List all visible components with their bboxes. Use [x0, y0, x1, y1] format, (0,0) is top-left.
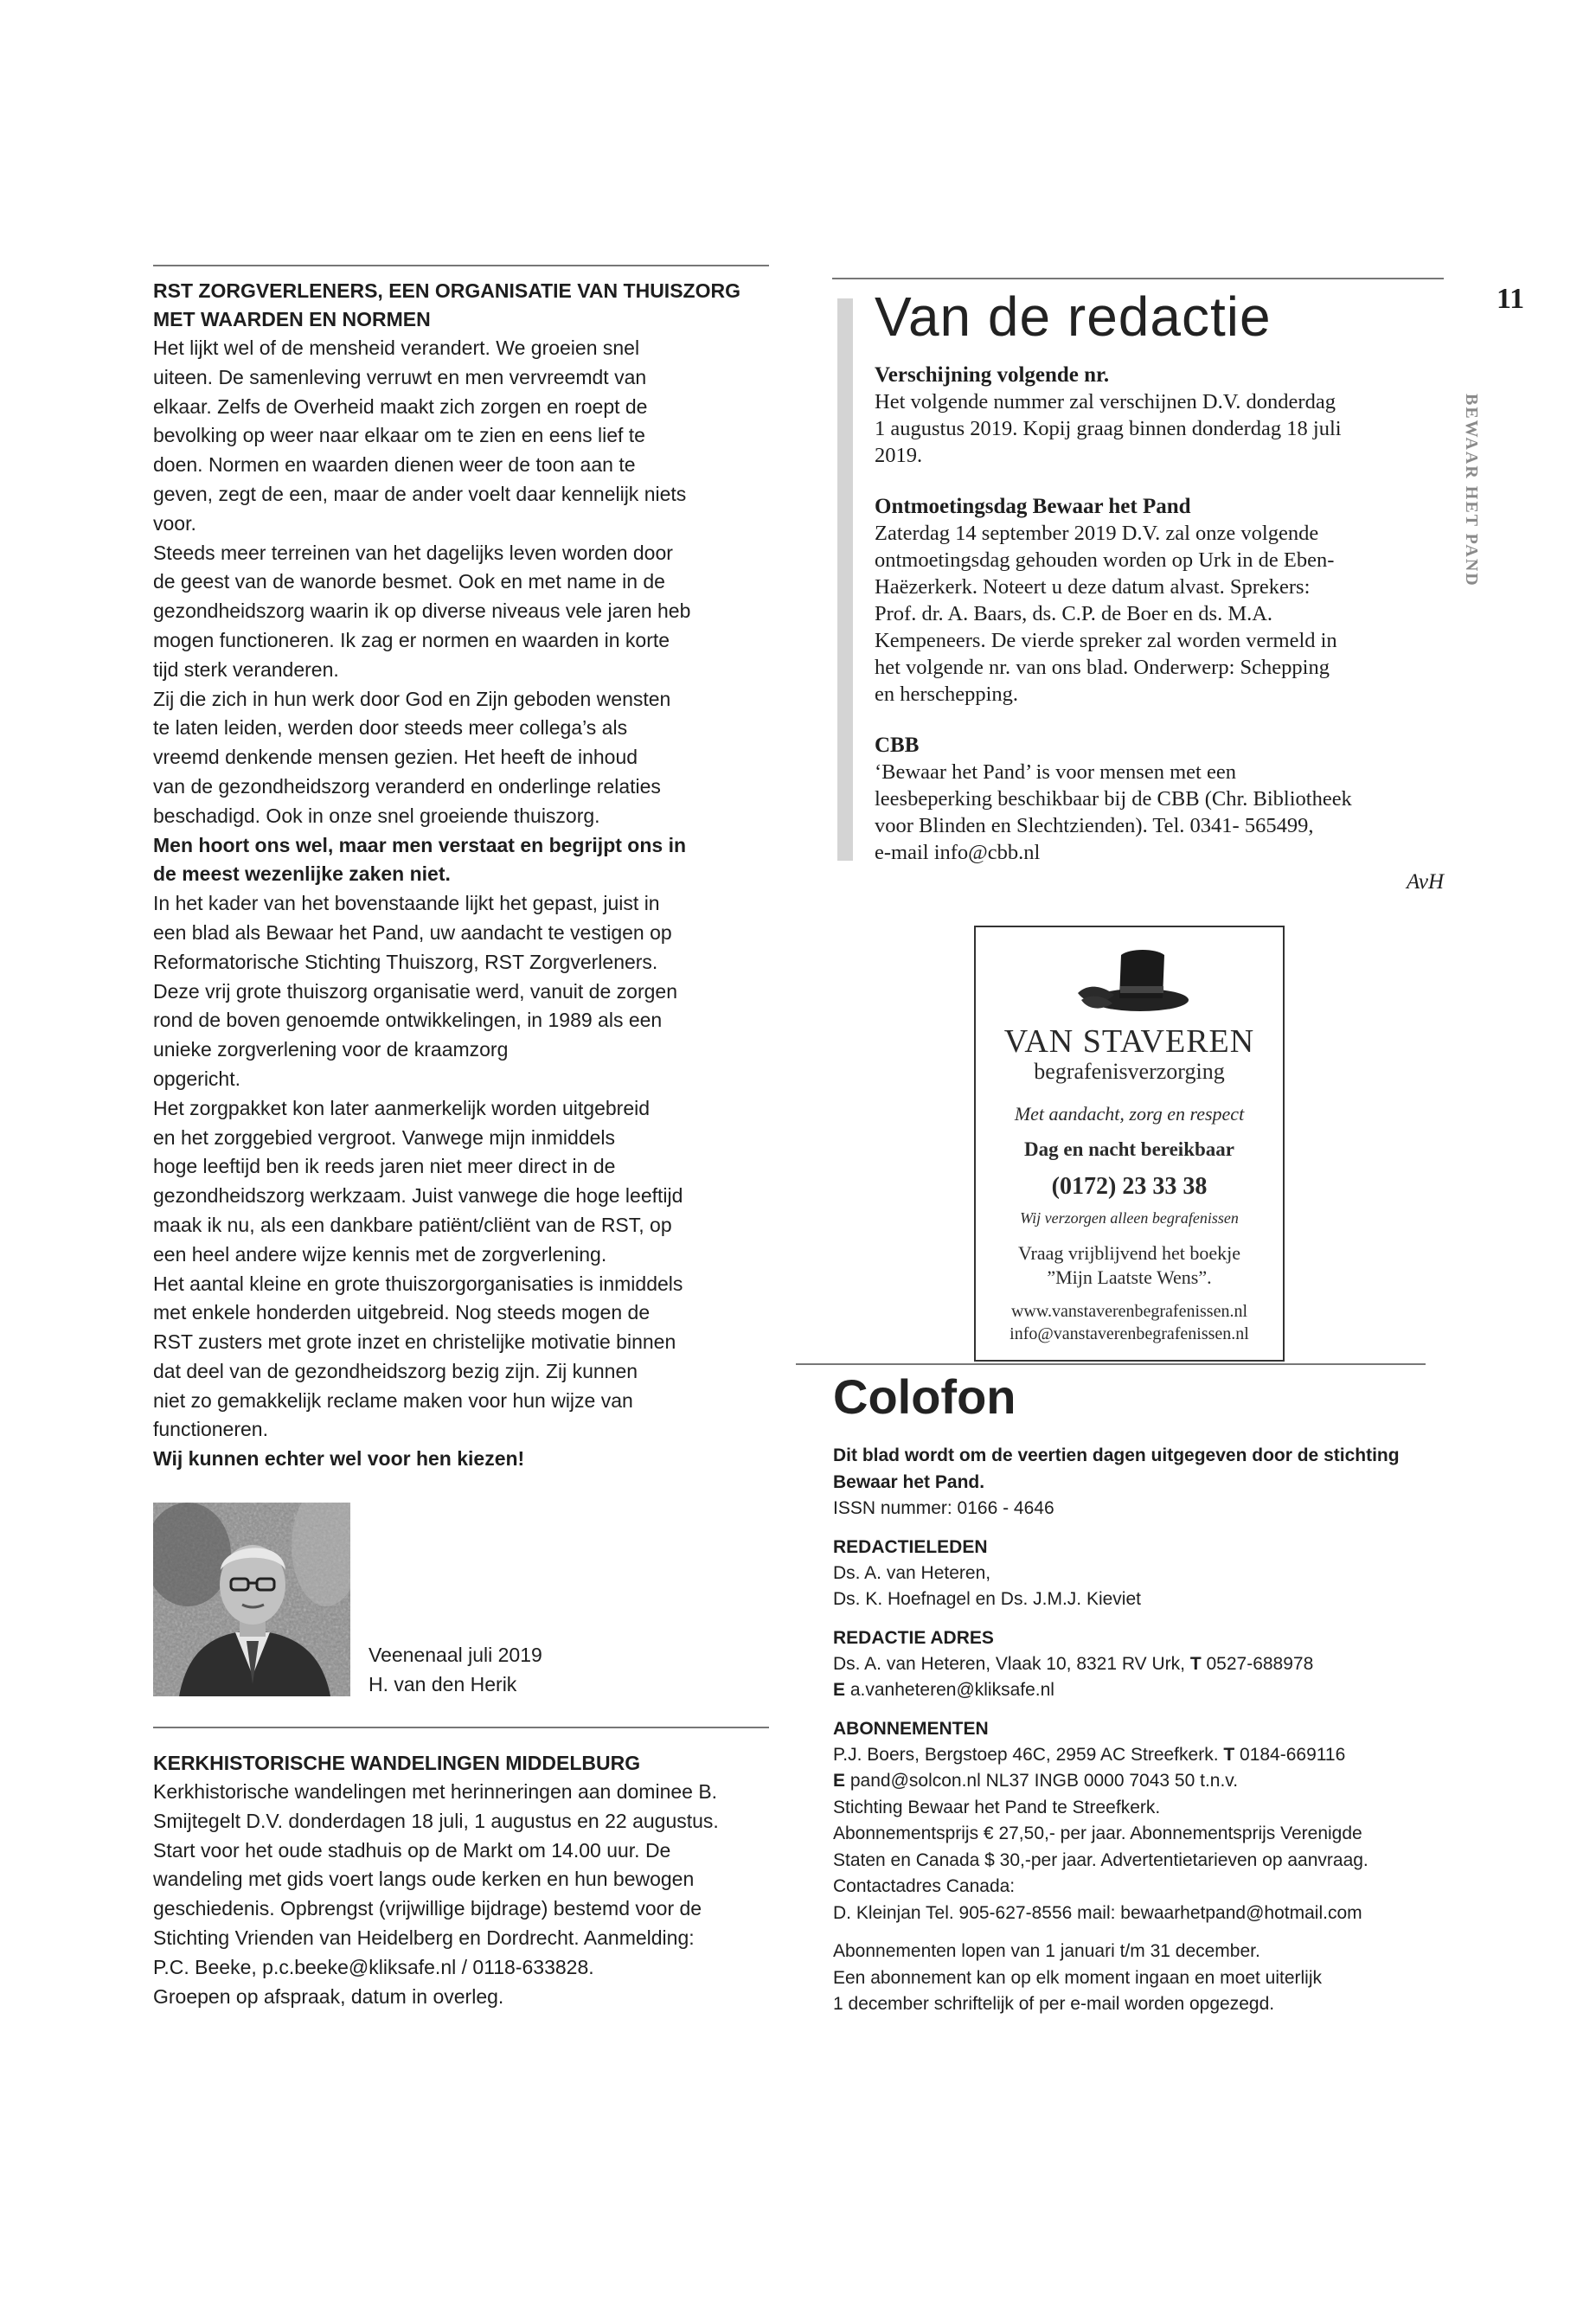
- colofon-line: Abonnementen lopen van 1 januari t/m 31 december.: [833, 1941, 1260, 1961]
- body-line: ‘Bewaar het Pand’ is voor mensen met een: [875, 760, 1236, 784]
- body-line: voor.: [153, 511, 196, 535]
- body-line: Het zorgpakket kon later aanmerkelijk worden uitgebreid: [153, 1096, 651, 1119]
- subheading: CBB: [875, 734, 920, 757]
- colofon-heading: ABONNEMENTEN: [833, 1718, 989, 1739]
- bold-line: Wij kunnen echter wel voor hen kiezen!: [153, 1447, 525, 1471]
- body-line: Kerkhistorische wandelingen met herinneringen aan dominee B.: [153, 1780, 718, 1803]
- body-line: Groepen op afspraak, datum in overleg.: [153, 1984, 504, 2008]
- body-line: Kempeneers. De vierde spreker zal worden vermeld in: [875, 629, 1337, 652]
- colofon-email-line: [833, 1677, 1439, 1704]
- body-line: Zaterdag 14 september 2019 D.V. zal onze volgende: [875, 522, 1319, 545]
- phone-label: T: [1189, 1653, 1202, 1674]
- phone-number: 0527-688978: [1201, 1653, 1314, 1674]
- body-line: maak ik nu, als een dankbare patiënt/cliënt van de RST, op: [153, 1213, 672, 1236]
- email-address[interactable]: a.vanheteren@kliksafe.nl: [845, 1680, 1054, 1700]
- running-head: [1461, 394, 1481, 587]
- body-line: gezondheidszorg waarin ik op diverse niveaus vele jaren heb: [153, 599, 691, 623]
- bold-line: Men hoort ons wel, maar men verstaat en begrijpt ons in: [153, 833, 687, 856]
- colofon-line: D. Kleinjan Tel. 905-627-8556 mail: bewaarhetpand@hotmail.com: [833, 1902, 1362, 1923]
- ad-ask-line: Vraag vrijblijvend het boekje: [1017, 1242, 1241, 1264]
- running-head-text: BEWAAR HET PAND: [1462, 394, 1481, 587]
- subheading: Verschijning volgende nr.: [875, 363, 1110, 387]
- colofon-rule: [796, 1363, 1426, 1365]
- ad-ask-line: ”Mijn Laatste Wens”.: [1047, 1266, 1212, 1288]
- body-line: leesbeperking beschikbaar bij de CBB (Chr. Bibliotheek: [875, 787, 1352, 811]
- colofon-issn: ISSN nummer: 0166 - 4646: [833, 1498, 1054, 1518]
- ad-contact: [976, 1300, 1283, 1345]
- ad-booklet-offer: [976, 1241, 1283, 1290]
- body-line: bevolking op weer naar elkaar om te zien en eens lief te: [153, 424, 645, 447]
- body-line: hoge leeftijd ben ik reeds jaren niet meer direct in de: [153, 1155, 616, 1178]
- divider-rule: [153, 1727, 769, 1728]
- body-line: Stichting Vrienden van Heidelberg en Dordrecht. Aanmelding:: [153, 1926, 695, 1949]
- top-hat-icon: [976, 939, 1283, 1019]
- subheading: Ontmoetingsdag Bewaar het Pand: [875, 495, 1191, 518]
- body-line: e-mail info@cbb.nl: [875, 841, 1041, 864]
- ad-availability: Dag en nacht bereikbaar: [1024, 1138, 1234, 1160]
- address-text: Ds. A. van Heteren, Vlaak 10, 8321 RV Urk,: [833, 1653, 1190, 1674]
- colofon-line: Staten en Canada $ 30,-per jaar. Advertentietarieven op aanvraag.: [833, 1849, 1368, 1870]
- ad-company-name: VAN STAVEREN: [1003, 1023, 1255, 1060]
- colofon-heading: REDACTIELEDEN: [833, 1536, 988, 1557]
- colofon-address-line: [833, 1742, 1439, 1769]
- ad-website-link[interactable]: www.vanstaverenbegrafenissen.nl: [1010, 1302, 1248, 1321]
- body-line: vreemd denkende mensen gezien. Het heeft de inhoud: [153, 746, 638, 769]
- article-rst-zorgverleners: [153, 265, 769, 1474]
- body-line: te laten leiden, werden door steeds meer collega’s als: [153, 716, 628, 740]
- redactie-signature: AvH: [1406, 870, 1444, 894]
- body-line: Het volgende nummer zal verschijnen D.V. donderdag: [875, 390, 1336, 413]
- article-kerkhistorische-wandelingen: [153, 1749, 769, 2011]
- body-line: 2019.: [875, 444, 923, 467]
- ad-phone: (0172) 23 33 38: [1051, 1173, 1208, 1200]
- colofon-line: Ds. K. Hoefnagel en Ds. J.M.J. Kieviet: [833, 1589, 1141, 1609]
- advertisement-van-staveren: [974, 926, 1285, 1362]
- body-line: Reformatorische Stichting Thuiszorg, RST Zorgverleners.: [153, 950, 658, 973]
- body-line: voor Blinden en Slechtzienden). Tel. 0341- 565499,: [875, 814, 1314, 837]
- body-line: geven, zegt de een, maar de ander voelt daar kennelijk niets: [153, 482, 687, 505]
- ad-subtitle: begrafenisverzorging: [1034, 1059, 1225, 1084]
- email-label: E: [833, 1771, 846, 1791]
- body-line: Zij die zich in hun werk door God en Zijn geboden wensten: [153, 687, 671, 710]
- body-line: Haëzerkerk. Noteert u deze datum alvast. Sprekers:: [875, 575, 1311, 599]
- body-line: opgericht.: [153, 1067, 241, 1090]
- phone-label: T: [1223, 1744, 1235, 1765]
- body-line: en herschepping.: [875, 683, 1018, 706]
- body-line: P.C. Beeke, p.c.beeke@kliksafe.nl / 0118-633828.: [153, 1955, 594, 1978]
- body-line: In het kader van het bovenstaande lijkt het gepast, juist in: [153, 892, 660, 915]
- colofon-line: Een abonnement kan op elk moment ingaan en moet uiterlijk: [833, 1967, 1323, 1988]
- body-line: unieke zorgverlening voor de kraamzorg: [153, 1038, 509, 1061]
- ad-tagline: Met aandacht, zorg en respect: [1014, 1103, 1245, 1125]
- page-number: 11: [1497, 283, 1525, 315]
- body-line: uiteen. De samenleving verruwt en men vervreemdt van: [153, 365, 647, 388]
- colofon-intro: Bewaar het Pand.: [833, 1471, 985, 1492]
- body-line: Deze vrij grote thuiszorg organisatie werd, vanuit de zorgen: [153, 979, 677, 1003]
- colofon-line: Contactadres Canada:: [833, 1876, 1016, 1896]
- colofon-email-line: [833, 1768, 1439, 1795]
- email-bank-text: pand@solcon.nl NL37 INGB 0000 7043 50 t.n.v.: [845, 1771, 1239, 1791]
- article-signoff: [369, 1640, 542, 1699]
- body-line: doen. Normen en waarden dienen weer de toon aan te: [153, 453, 636, 477]
- signoff-place-date: Veenenaal juli 2019: [369, 1644, 542, 1666]
- body-line: tijd sterk veranderen.: [153, 657, 339, 681]
- body-line: functioneren.: [153, 1418, 268, 1441]
- body-line: mogen functioneren. Ik zag er normen en waarden in korte: [153, 628, 670, 651]
- signoff-author: H. van den Herik: [369, 1673, 517, 1695]
- body-line: Het lijkt wel of de mensheid verandert. We groeien snel: [153, 336, 640, 359]
- bold-line: de meest wezenlijke zaken niet.: [153, 862, 451, 886]
- body-line: gezondheidszorg werkzaam. Juist vanwege die hoge leeftijd: [153, 1184, 683, 1208]
- body-line: Prof. dr. A. Baars, ds. C.P. de Boer en ds. M.A.: [875, 602, 1273, 625]
- colofon-heading: REDACTIE ADRES: [833, 1627, 994, 1648]
- body-line: wandeling met gids voert langs oude kerken en hun bewogen: [153, 1868, 695, 1891]
- colofon-line: 1 december schriftelijk of per e-mail worden opgezegd.: [833, 1994, 1275, 2014]
- colofon-line: Stichting Bewaar het Pand te Streefkerk.: [833, 1797, 1161, 1817]
- body-line: het volgende nr. van ons blad. Onderwerp: Schepping: [875, 656, 1330, 679]
- body-line: Start voor het oude stadhuis op de Markt om 14.00 uur. De: [153, 1838, 671, 1862]
- colofon-intro: Dit blad wordt om de veertien dagen uitgegeven door de stichting: [833, 1445, 1400, 1465]
- phone-number: 0184-669116: [1234, 1744, 1346, 1765]
- body-line: een blad als Bewaar het Pand, uw aandacht te vestigen op: [153, 920, 672, 944]
- colofon-body: [833, 1443, 1439, 2018]
- section-title-van-de-redactie: Van de redactie: [875, 285, 1272, 348]
- email-label: E: [833, 1680, 846, 1700]
- body-line: en het zorggebied vergroot. Vanwege mijn inmiddels: [153, 1125, 615, 1149]
- colofon-line: Abonnementsprijs € 27,50,- per jaar. Abonnementsprijs Verenigde: [833, 1823, 1362, 1843]
- body-line: van de gezondheidszorg veranderd en onderlinge relaties: [153, 774, 661, 798]
- redactie-body: [875, 362, 1445, 866]
- body-line: 1 augustus 2019. Kopij graag binnen donderdag 18 juli: [875, 417, 1342, 440]
- section-title-colofon: Colofon: [833, 1369, 1016, 1424]
- article-body: [153, 334, 769, 1474]
- author-photo: [153, 1503, 350, 1696]
- colofon-address-line: [833, 1651, 1439, 1678]
- body-line: rond de boven genoemde ontwikkelingen, in 1989 als een: [153, 1009, 663, 1032]
- body-line: de geest van de wanorde besmet. Ook en met name in de: [153, 570, 665, 593]
- ad-email-link[interactable]: info@vanstaverenbegrafenissen.nl: [1010, 1324, 1249, 1343]
- article-title: [153, 277, 769, 334]
- body-line: Smijtegelt D.V. donderdagen 18 juli, 1 augustus en 22 augustus.: [153, 1809, 719, 1832]
- colofon-line: Ds. A. van Heteren,: [833, 1562, 991, 1583]
- top-rule-right: [832, 278, 1444, 279]
- address-text: P.J. Boers, Bergstoep 46C, 2959 AC Streefkerk.: [833, 1744, 1224, 1765]
- body-line: elkaar. Zelfs de Overheid maakt zich zorgen en roept de: [153, 394, 648, 418]
- body-line: niet zo gemakkelijk reclame maken voor hun wijze van: [153, 1388, 633, 1412]
- body-line: RST zusters met grote inzet en christelijke motivatie binnen: [153, 1330, 676, 1354]
- body-line: dat deel van de gezondheidszorg bezig zijn. Zij kunnen: [153, 1359, 638, 1382]
- side-accent-bar: [837, 298, 853, 861]
- body-line: geschiedenis. Opbrengst (vrijwillige bijdrage) bestemd voor de: [153, 1897, 702, 1920]
- ad-only-line: Wij verzorgen alleen begrafenissen: [1020, 1209, 1239, 1227]
- body-line: ontmoetingsdag gehouden worden op Urk in de Eben-: [875, 548, 1335, 572]
- article-title: KERKHISTORISCHE WANDELINGEN MIDDELBURG: [153, 1752, 641, 1774]
- body-line: beschadigd. Ook in onze snel groeiende thuiszorg.: [153, 804, 600, 827]
- body-line: Steeds meer terreinen van het dagelijks leven worden door: [153, 541, 673, 564]
- body-line: met enkele honderden uitgebreid. Nog steeds mogen de: [153, 1301, 651, 1324]
- title-line: RST ZORGVERLENERS, EEN ORGANISATIE VAN THUISZORG: [153, 279, 740, 302]
- body-line: Het aantal kleine en grote thuiszorgorganisaties is inmiddels: [153, 1272, 683, 1295]
- body-line: een heel andere wijze kennis met de zorgverlening.: [153, 1242, 607, 1266]
- title-line: MET WAARDEN EN NORMEN: [153, 308, 431, 330]
